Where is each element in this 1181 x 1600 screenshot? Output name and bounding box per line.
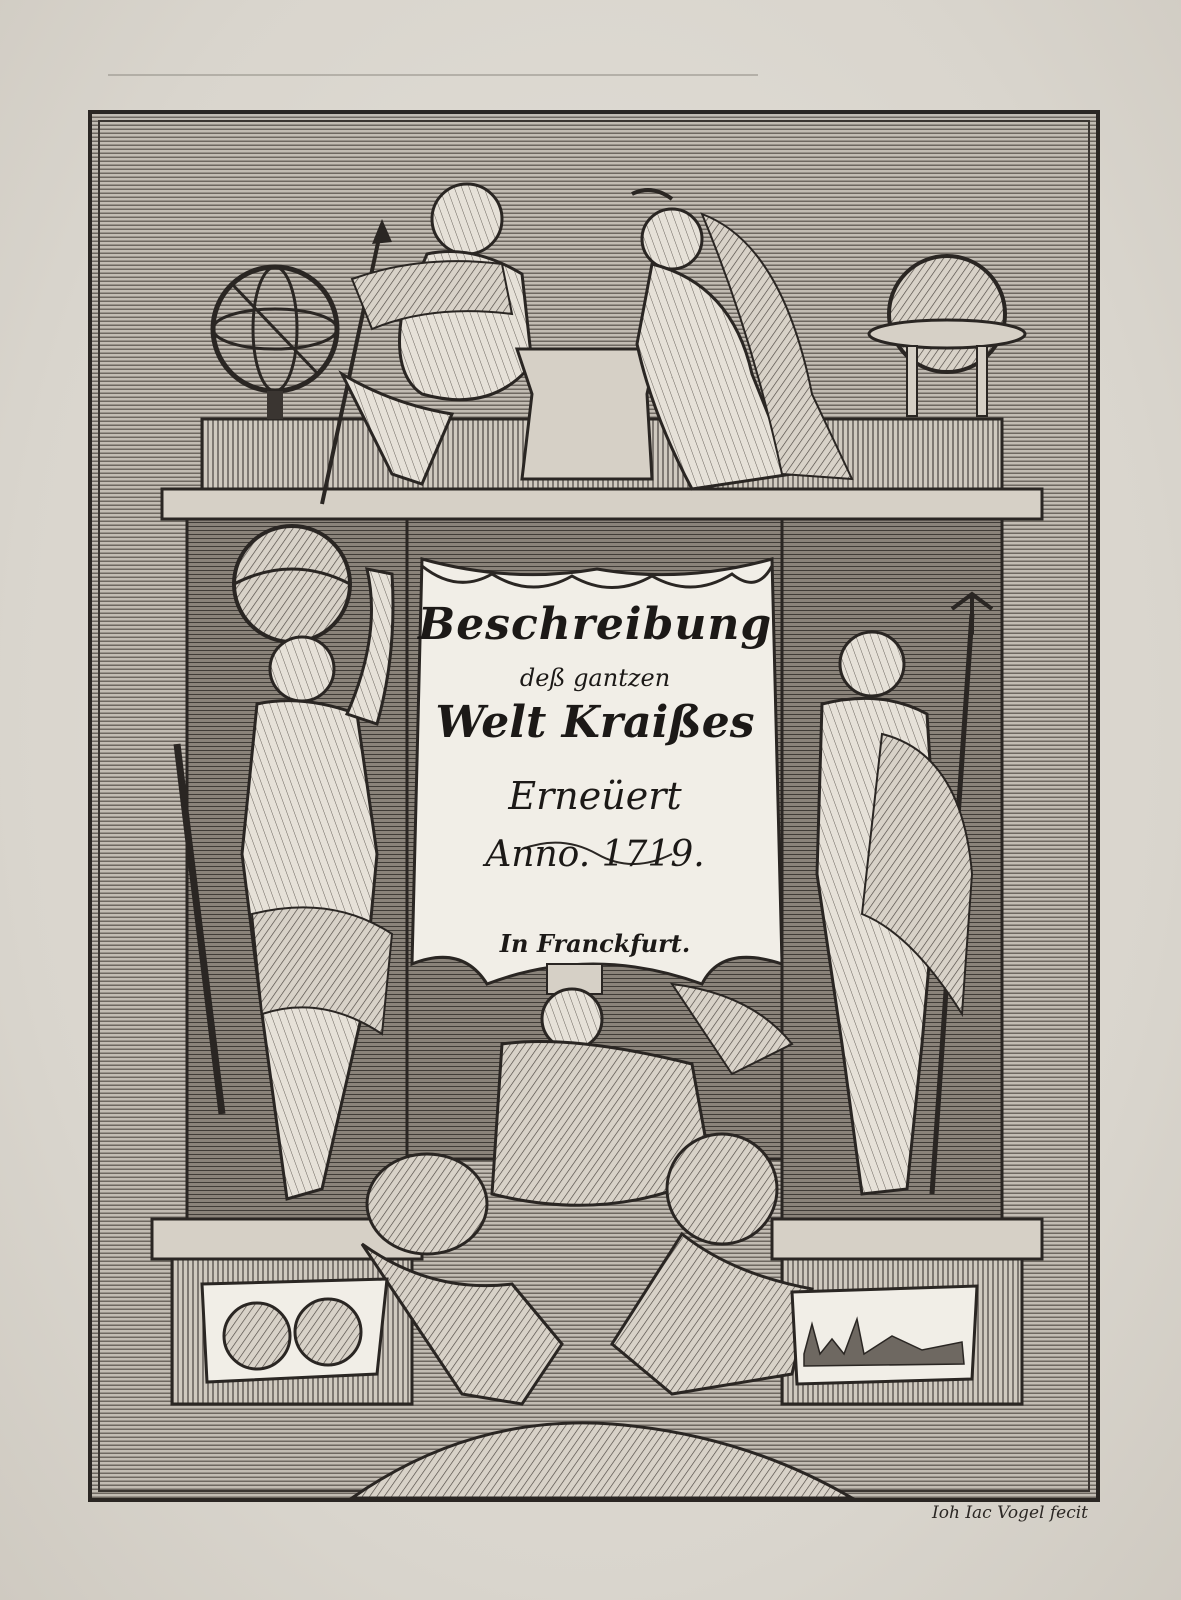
double-hemisphere-map-icon	[202, 1279, 387, 1382]
title-text-block	[418, 559, 772, 973]
central-pedestal	[517, 349, 657, 479]
engraver-signature: Ioh Iac Vogel fecit	[932, 1503, 1088, 1523]
plate-mark-line	[108, 74, 758, 76]
title-line: Welt Kraißes	[435, 697, 755, 748]
title-line: Anno. 1719.	[485, 834, 705, 875]
armillary-sphere-icon	[213, 267, 337, 419]
engraved-plate	[88, 110, 1100, 1502]
title-line: In Franckfurt.	[499, 929, 691, 958]
city-view-icon	[792, 1286, 977, 1384]
terrestrial-globe-icon	[869, 256, 1025, 416]
title-line: Beschreibung	[418, 599, 773, 650]
ground-mound	[352, 1423, 852, 1498]
title-line: Erneüert	[508, 774, 682, 818]
title-line: deß gantzen	[519, 664, 671, 692]
